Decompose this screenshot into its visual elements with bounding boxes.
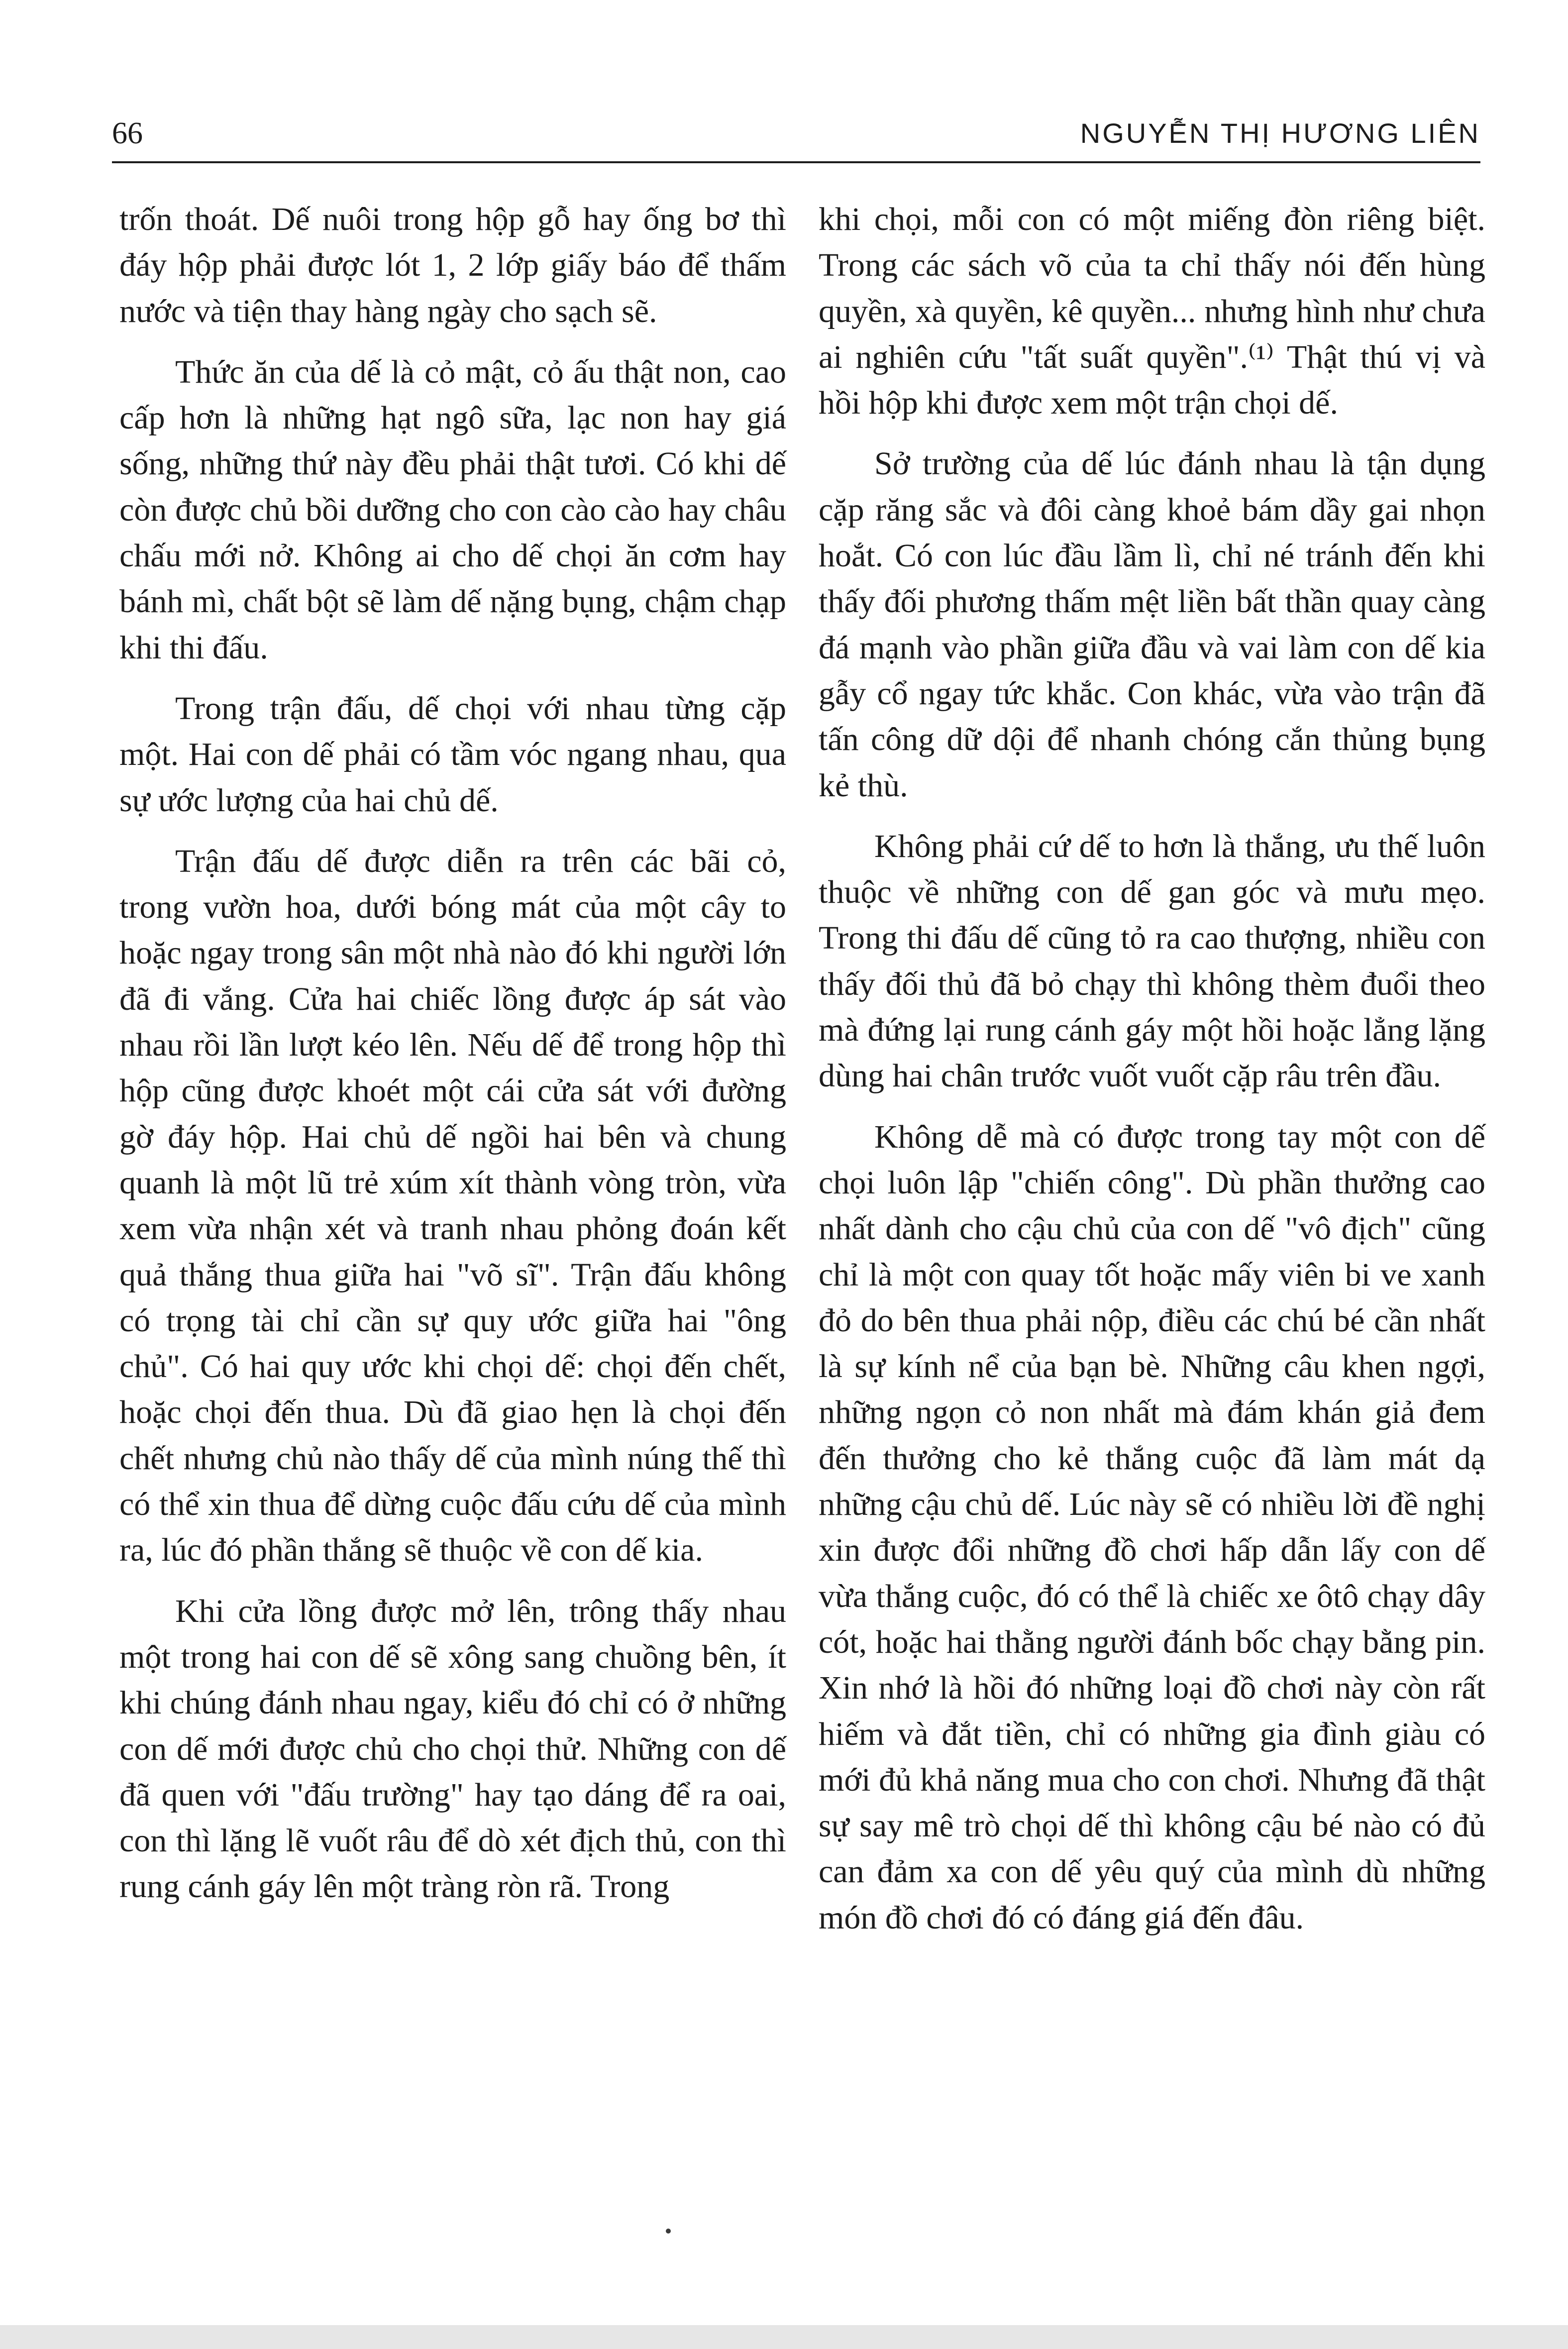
header-rule	[112, 161, 1480, 163]
right-column	[819, 197, 1485, 1956]
paragraph: Trong trận đấu, dế chọi với nhau từng cặp một. Hai con dế phải có tầm vóc ngang nhau, qua sự ước lượng của hai chủ dế.	[119, 690, 786, 819]
paragraph: Không phải cứ dế to hơn là thắng, ưu thế luôn thuộc về những con dế gan góc và mưu mẹo. Trong thi đấu dế cũng tỏ ra cao thượng, nhiều con thấy đối thủ đã bỏ chạy thì không thèm đuổi theo mà đứng lại rung cánh gáy một hồi hoặc lẳng lặng dùng hai chân trước vuốt vuốt cặp râu trên đầu.	[819, 828, 1485, 1094]
page-number: 66	[112, 116, 143, 150]
paragraph: khi chọi, mỗi con có một miếng đòn riêng biệt. Trong các sách võ của ta chỉ thấy nói đến hùng quyền, xà quyền, kê quyền... nhưng hình như chưa ai nghiên cứu "tất suất quyền".⁽¹⁾ Thật thú vị và hồi hộp khi được xem một trận chọi dế.	[819, 201, 1485, 422]
page-header	[112, 113, 1480, 168]
paragraph: trốn thoát. Dế nuôi trong hộp gỗ hay ống bơ thì đáy hộp phải được lót 1, 2 lớp giấy báo để thấm nước và tiện thay hàng ngày cho sạch sẽ.	[119, 201, 786, 329]
paragraph: Sở trường của dế lúc đánh nhau là tận dụng cặp răng sắc và đôi càng khoẻ bám dầy gai nhọn hoắt. Có con lúc đầu lầm lì, chỉ né tránh đến khi thấy đối phương thấm mệt liền bất thần quay càng đá mạnh vào phần giữa đầu và vai làm con dế kia gẫy cổ ngay tức khắc. Con khác, vừa vào trận đã tấn công dữ dội để nhanh chóng cắn thủng bụng kẻ thù.	[819, 445, 1485, 804]
paragraph: Khi cửa lồng được mở lên, trông thấy nhau một trong hai con dế sẽ xông sang chuồng bên, ít khi chúng đánh nhau ngay, kiểu đó chỉ có ở những con dế mới được chủ cho chọi thử. Những con dế đã quen với "đấu trường" hay tạo dáng để ra oai, con thì lặng lẽ vuốt râu để dò xét địch thủ, con thì rung cánh gáy lên một tràng ròn rã. Trong	[119, 1593, 786, 1905]
left-column	[119, 197, 786, 1925]
paragraph: Không dễ mà có được trong tay một con dế chọi luôn lập "chiến công". Dù phần thưởng cao nhất dành cho cậu chủ của con dế "vô địch" cũng chỉ là một con quay tốt hoặc mấy viên bi ve xanh đỏ do bên thua phải nộp, điều các chú bé cần nhất là sự kính nể của bạn bè. Những câu khen ngợi, những ngọn cỏ non nhất mà đám khán giả đem đến thưởng cho kẻ thắng cuộc đã làm mát dạ những cậu chủ dế. Lúc này sẽ có nhiều lời đề nghị xin được đổi những đồ chơi hấp dẫn lấy con dế vừa thắng cuộc, đó có thể là chiếc xe ôtô chạy dây cót, hoặc hai thằng người đánh bốc chạy bằng pin. Xin nhớ là hồi đó những loại đồ chơi này còn rất hiếm và đắt tiền, chỉ có những gia đình giàu có mới đủ khả năng mua cho con chơi. Nhưng đã thật sự say mê trò chọi dế thì không cậu bé nào có đủ can đảm xa con dế yêu quý của mình dù những món đồ chơi đó có đáng giá đến đâu.	[819, 1118, 1485, 1936]
page-dot	[666, 2229, 671, 2234]
paragraph: Trận đấu dế được diễn ra trên các bãi cỏ, trong vườn hoa, dưới bóng mát của một cây to hoặc ngay trong sân một nhà nào đó khi người lớn đã đi vắng. Cửa hai chiếc lồng được áp sát vào nhau rồi lần lượt kéo lên. Nếu dế để trong hộp thì hộp cũng được khoét một cái cửa sát với đường gờ đáy hộp. Hai chủ dế ngồi hai bên và chung quanh là một lũ trẻ xúm xít thành vòng tròn, vừa xem vừa nhận xét và tranh nhau phỏng đoán kết quả thắng thua giữa hai "võ sĩ". Trận đấu không có trọng tài chỉ cần sự quy ước giữa hai "ông chủ". Có hai quy ước khi chọi dế: chọi đến chết, hoặc chọi đến thua. Dù đã giao hẹn là chọi đến chết nhưng chủ nào thấy dế của mình núng thế thì có thể xin thua để dừng cuộc đấu cứu dế của mình ra, lúc đó phần thắng sẽ thuộc về con dế kia.	[119, 843, 786, 1569]
running-head-author: NGUYỄN THỊ HƯƠNG LIÊN	[1080, 117, 1480, 149]
scan-bottom-band	[0, 2325, 1568, 2349]
paragraph: Thức ăn của dế là cỏ mật, cỏ ấu thật non, cao cấp hơn là những hạt ngô sữa, lạc non hay giá sống, những thứ này đều phải thật tươi. Có khi dế còn được chủ bồi dưỡng cho con cào cào hay châu chấu mới nở. Không ai cho dế chọi ăn cơm hay bánh mì, chất bột sẽ làm dế nặng bụng, chậm chạp khi thi đấu.	[119, 353, 786, 666]
